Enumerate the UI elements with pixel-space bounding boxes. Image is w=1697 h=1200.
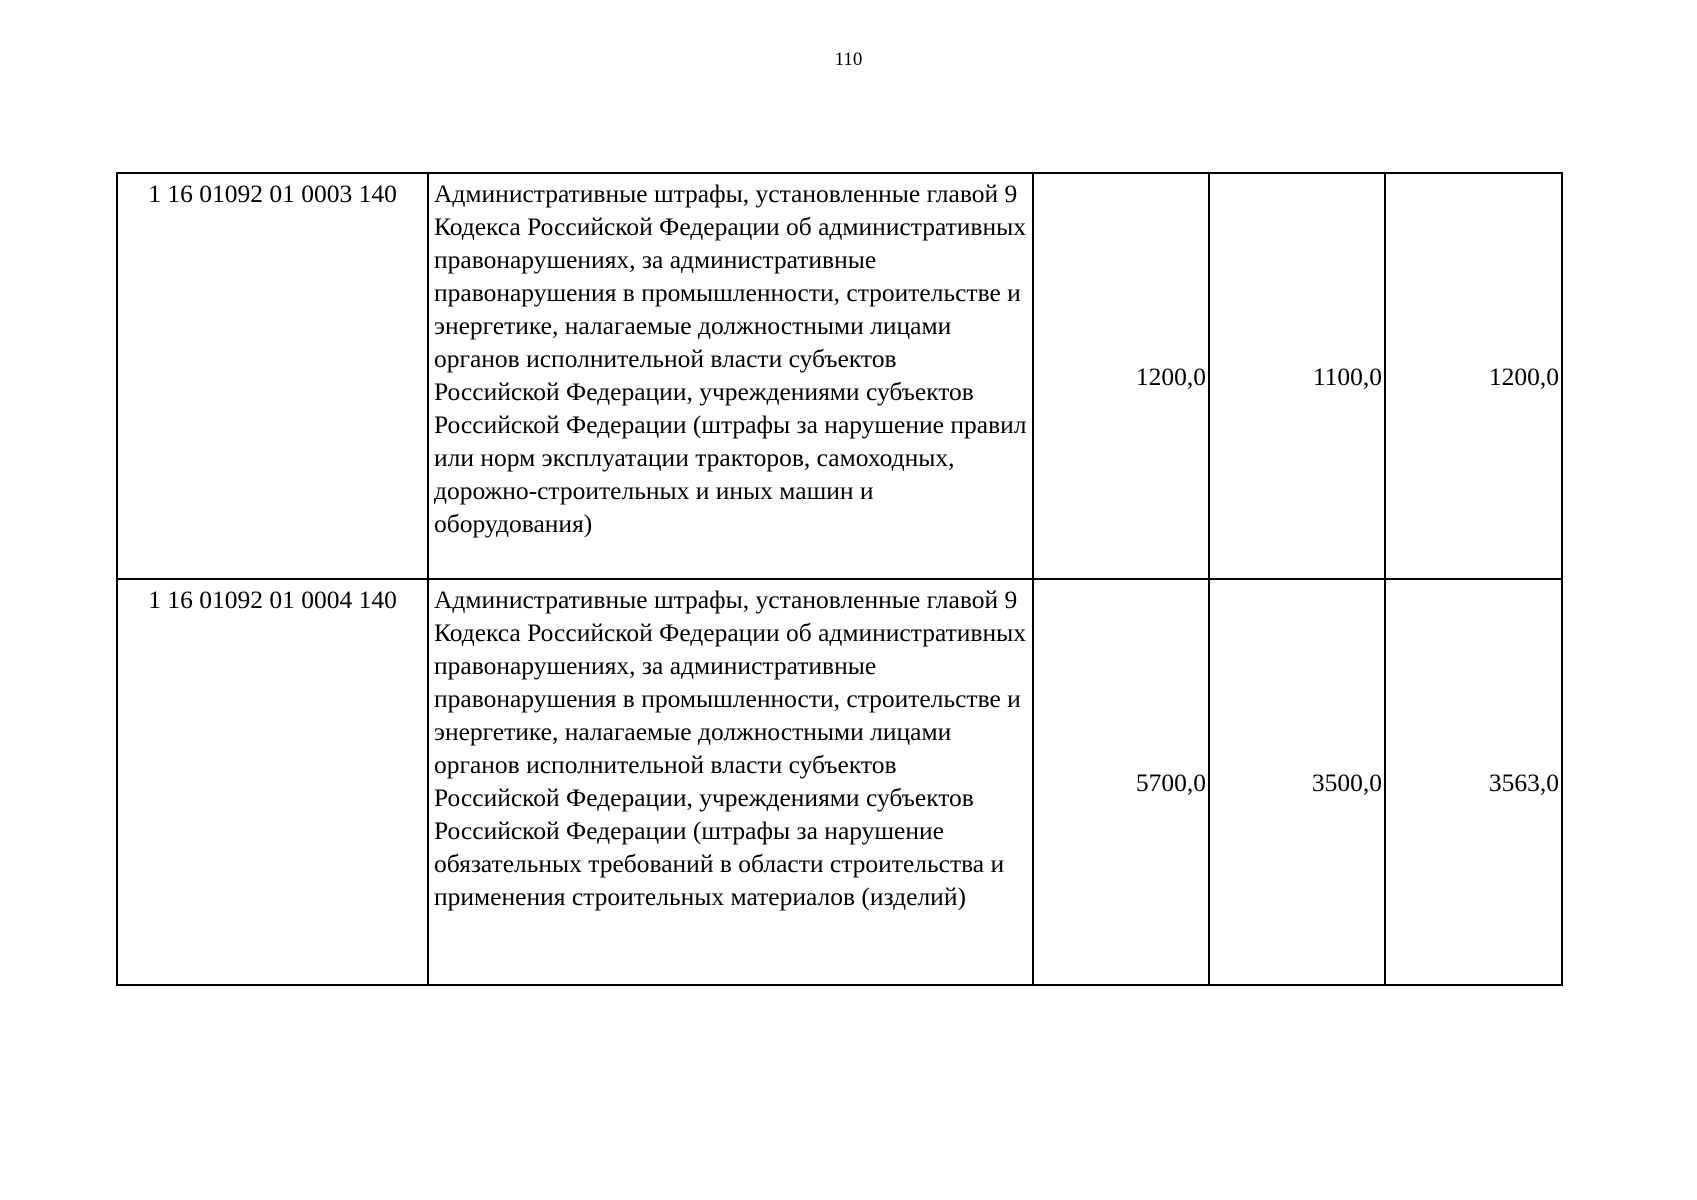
table-row [117,173,1562,579]
description-text: Административные штрафы, установленные главой 9 Кодекса Российской Федерации об административных правонарушениях, за административные правонарушения в промышленности, строительстве и энергетике, налагаемые должностными лицами органов исполнительной власти субъектов Российской Федерации, учреждениями субъектов Российской Федерации (штрафы за нарушение правил или норм эксплуатации тракторов, самоходных, дорожно-строительных и иных машин и оборудования) [434,179,1027,538]
amount-year-3-cell: 1200,0 [1385,173,1562,579]
amount-year-3-cell: 3563,0 [1385,579,1562,985]
table-row [117,579,1562,985]
budget-code-cell: 1 16 01092 01 0003 140 [117,173,428,579]
amount-year-1-cell: 5700,0 [1033,579,1209,985]
description-text: Административные штрафы, установленные главой 9 Кодекса Российской Федерации об административных правонарушениях, за административные правонарушения в промышленности, строительстве и энергетике, налагаемые должностными лицами органов исполнительной власти субъектов Российской Федерации, учреждениями субъектов Российской Федерации (штрафы за нарушение обязательных требований в области строительства и применения строительных материалов (изделий) [434,585,1026,911]
budget-code-cell: 1 16 01092 01 0004 140 [117,579,428,985]
amount-year-2-cell: 3500,0 [1209,579,1385,985]
amount-year-1-cell: 1200,0 [1033,173,1209,579]
revenue-table [116,172,1563,986]
description-cell [428,173,1033,579]
page-number: 110 [834,49,863,70]
amount-year-2-cell: 1100,0 [1209,173,1385,579]
description-cell [428,579,1033,985]
